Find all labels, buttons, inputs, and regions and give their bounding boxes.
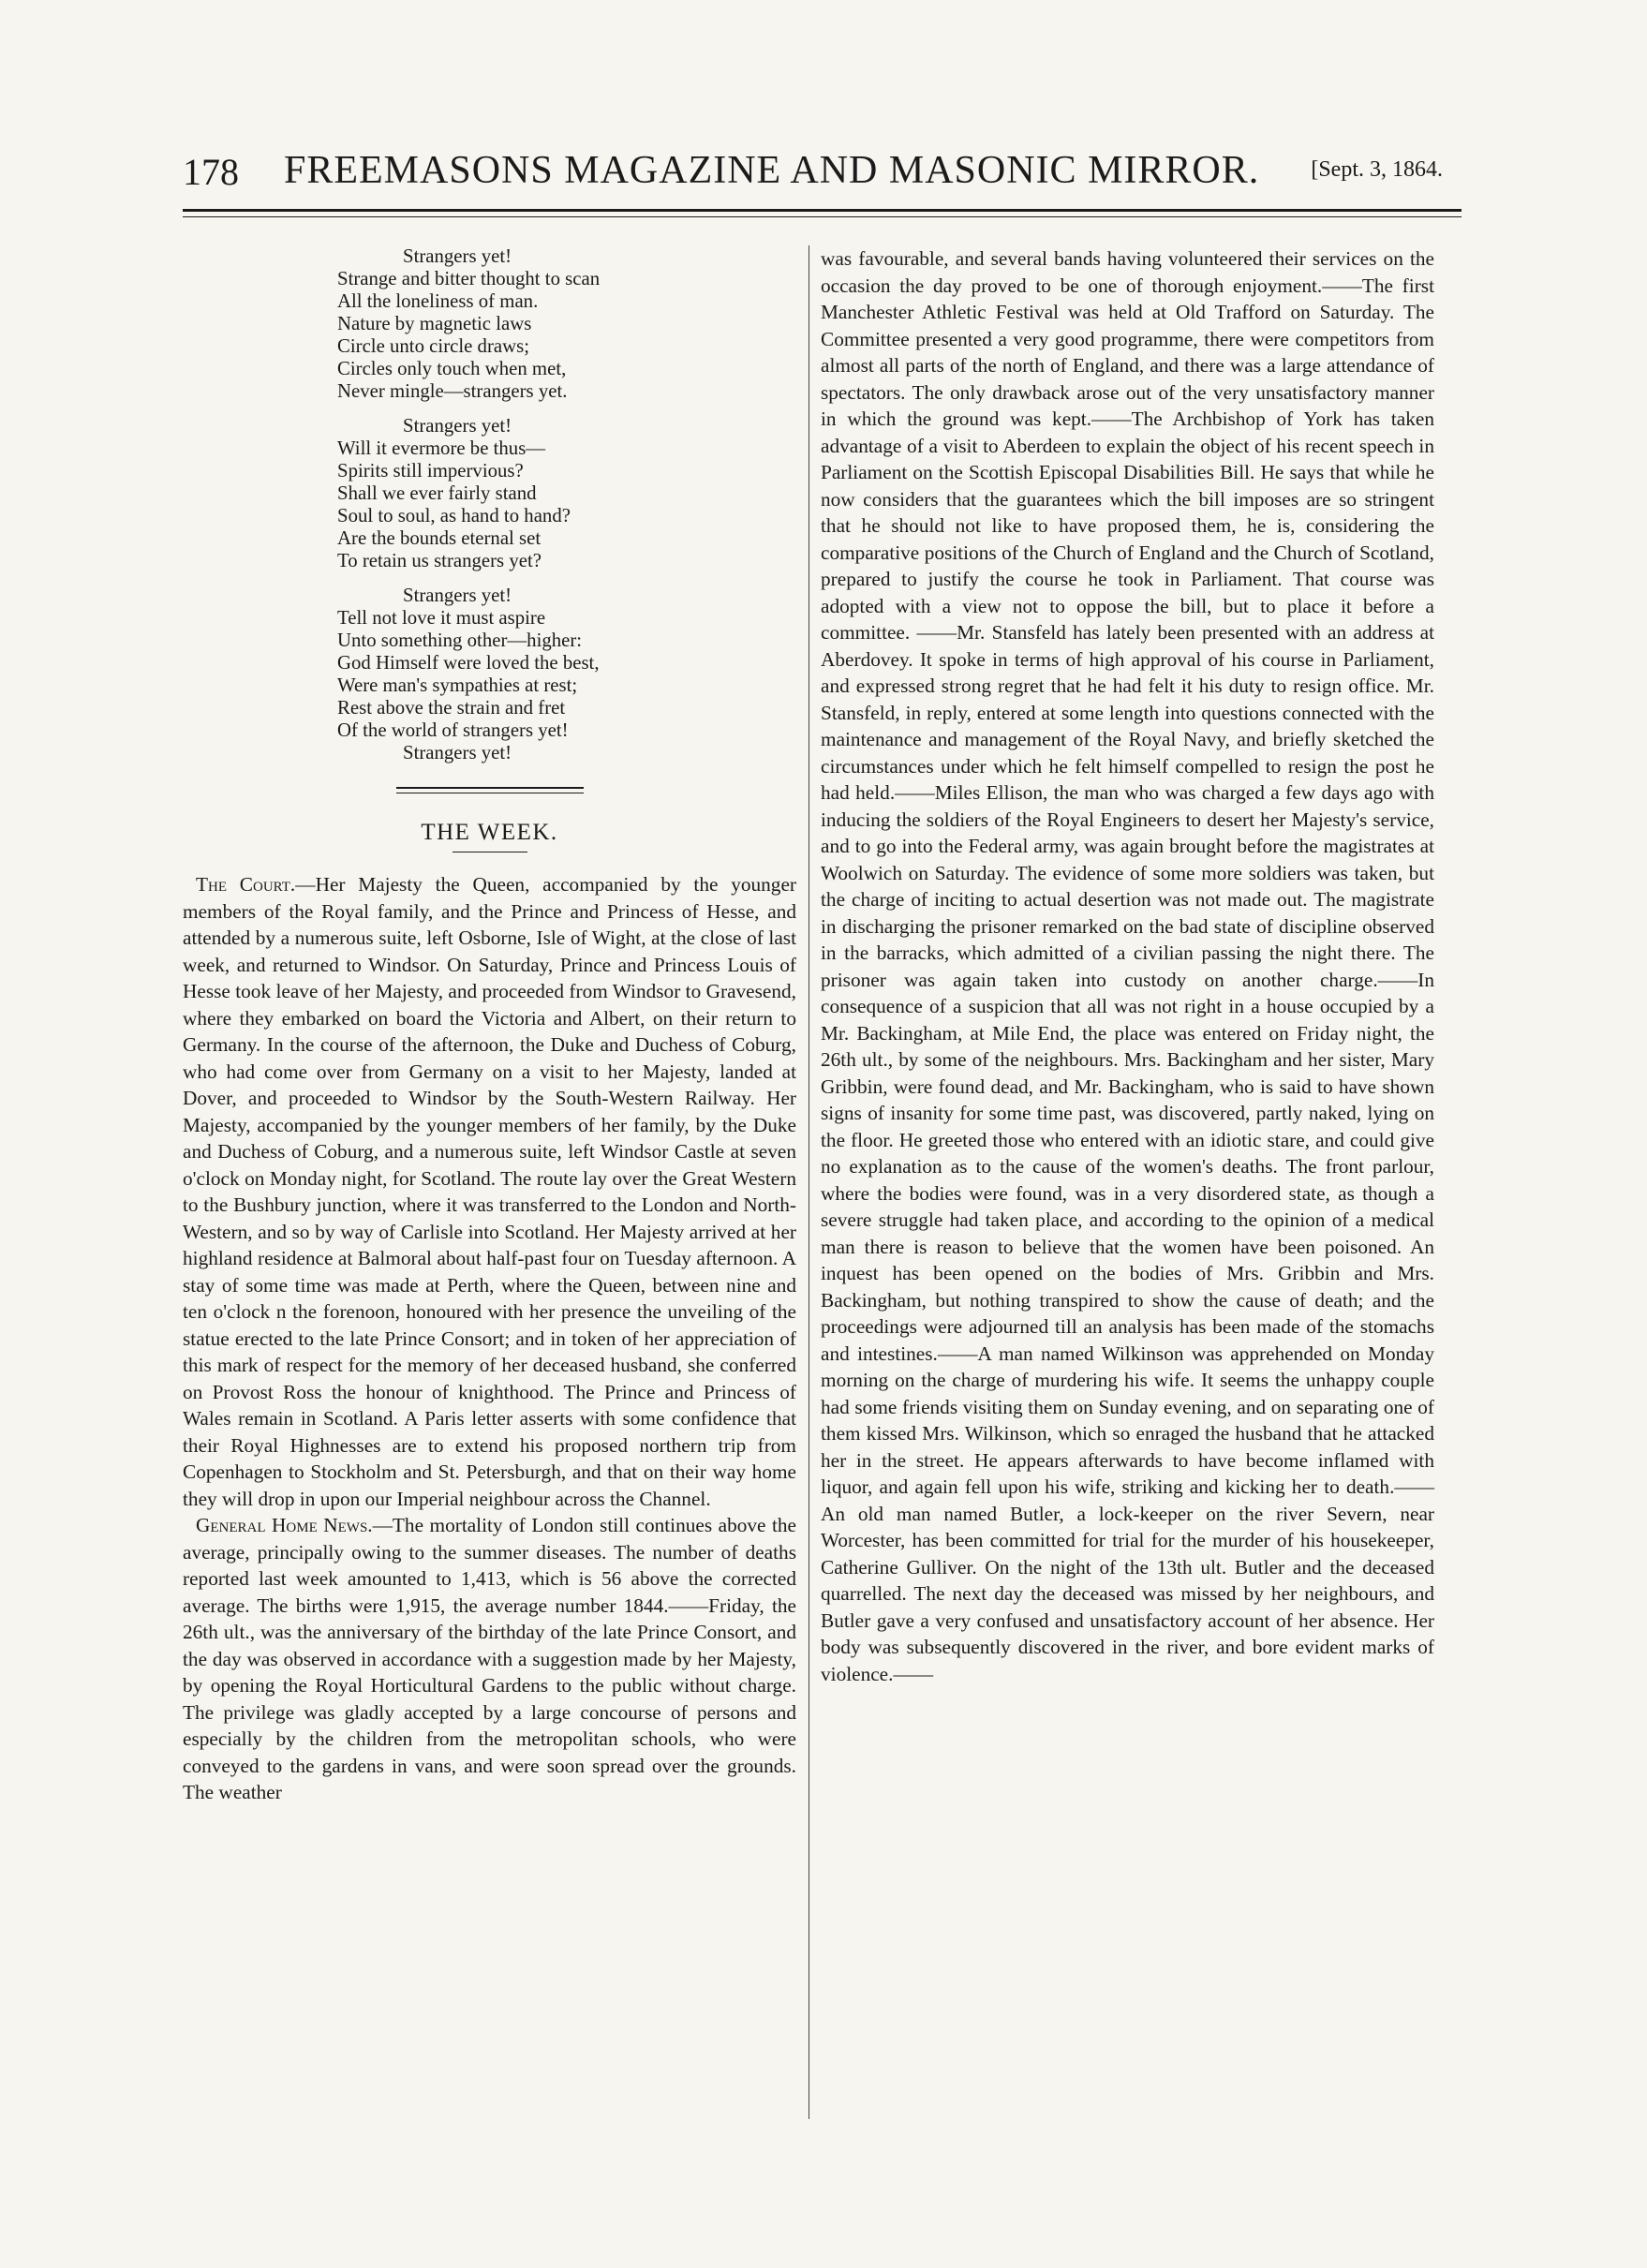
poem-line: Strangers yet! <box>403 415 512 437</box>
poem-line: God Himself were loved the best, <box>337 652 600 674</box>
poem-stanza <box>337 245 731 403</box>
poem-line: Nature by magnetic laws <box>337 313 532 334</box>
paragraph-lead: The Court. <box>196 873 296 896</box>
poem-line: Soul to soul, as hand to hand? <box>337 505 571 526</box>
section-heading: THE WEEK. <box>421 820 558 845</box>
poem-line: Strangers yet! <box>403 245 512 267</box>
poem-line: Circle unto circle draws; <box>337 335 530 357</box>
poem-line: Of the world of strangers yet! <box>337 719 569 741</box>
left-column <box>183 245 796 1806</box>
poem-stanza <box>337 585 731 764</box>
poem-line: Strangers yet! <box>403 742 512 763</box>
page-number: 178 <box>183 151 239 193</box>
poem-line: All the loneliness of man. <box>337 290 539 312</box>
right-column <box>821 245 1434 1687</box>
poem-line: Tell not love it must aspire <box>337 607 546 629</box>
poem-line: Are the bounds eternal set <box>337 527 542 549</box>
court-paragraph <box>183 871 796 1512</box>
poem-line: Unto something other—higher: <box>337 630 583 651</box>
news-continuation: was favourable, and several bands having volunteered their services on the occasion the day proved to be one of thorough enjoyment.——The first Manchester Athletic Festival was held at Old Trafford on Saturday. The Committee presented a very good programme, there were competitors from almost all parts of the north of England, and there was a large attendance of spectators. The only drawback arose out of the very unsatisfactory manner in which the ground was kept.——The Archbishop of York has taken advantage of a visit to Aberdeen to explain the object of his recent speech in Parliament on the Scottish Episcopal Disabilities Bill. He says that while he now considers that the guarantees which the bill imposes are so stringent that he should not like to have proposed them, he is, considering the comparative positions of the Church of England and the Church of Scotland, prepared to justify the course he took in Parliament. That course was adopted with a view not to oppose the bill, but to place it before a committee. ——Mr. Stansfeld has lately been presented with an address at Aberdovey. It spoke in terms of high approval of his course in Parliament, and expressed strong regret that he had felt it his duty to resign office. Mr. Stansfeld, in reply, entered at some length into questions connected with the maintenance and management of the Royal Navy, and briefly sketched the circumstances under which he felt himself compelled to resign the post he had held.——Miles Ellison, the man who was charged a few days ago with inducing the soldiers of the Royal Engineers to desert her Majesty's service, and to go into the Federal army, was again brought before the magistrates at Woolwich on Saturday. The evidence of some more soldiers was taken, but the charge of inciting to actual desertion was not made out. The magistrate in discharging the prisoner remarked on the bad state of discipline observed in the barracks, which admitted of a civilian passing the night there. The prisoner was again taken into custody on another charge.——In consequence of a suspicion that all was not right in a house occupied by a Mr. Backingham, at Mile End, the place was entered on Friday night, the 26th ult., by some of the neighbours. Mrs. Backingham and her sister, Mary Gribbin, were found dead, and Mr. Backingham, who is said to have shown signs of insanity for some time past, was discovered, partly naked, lying on the floor. He greeted those who entered with an idiotic stare, and could give no explanation as to the cause of the women's deaths. The front parlour, where the bodies were found, was in a very disordered state, as though a severe struggle had taken place, and according to the opinion of a medical man there is reason to believe that the women have been poisoned. An inquest has been opened on the bodies of Mrs. Gribbin and Mrs. Backingham, but nothing transpired to show the cause of death; and the proceedings were adjourned till an analysis has been made of the stomachs and intestines.——A man named Wilkinson was apprehended on Monday morning on the charge of murdering his wife. It seems the unhappy couple had some friends visiting them on Sunday evening, and on separating one of them kissed Mrs. Wilkinson, which so enraged the husband that he attacked her in the street. He appears afterwards to have become inflamed with liquor, and again fell upon his wife, striking and kicking her to death.——An old man named Butler, a lock-keeper on the river Severn, near Worcester, has been committed for trial for the murder of his housekeeper, Catherine Gulliver. On the night of the 13th ult. Butler and the deceased quarrelled. The next day the deceased was missed by her neighbours, and Butler gave a very confused and unsatisfactory account of her absence. Her body was subsequently discovered in the river, and bore evident marks of violence.—— <box>821 247 1434 1685</box>
home-news-paragraph <box>183 1512 796 1806</box>
poem-line: Strange and bitter thought to scan <box>337 268 601 289</box>
poem-line: Circles only touch when met, <box>337 358 567 379</box>
paragraph-lead: General Home News. <box>196 1514 373 1536</box>
section-divider <box>396 787 584 793</box>
header-rule-thin <box>183 216 1462 217</box>
paragraph-text: —The mortality of London still continues above the average, principally owing to the summer diseases. The number of deaths reported last week amounted to 1,413, which is 56 above the corrected average. The births were 1,915, the average number 1844.——Friday, the 26th ult., was the anniversary of the birthday of the late Prince Consort, and the day was observed in accordance with a suggestion made by her Majesty, by opening the Royal Horticultural Gardens to the public without charge. The privilege was gladly accepted by a large concourse of persons and especially by the children from the metropolitan schools, who were conveyed to the gardens in vans, and were soon spread over the grounds. The weather <box>183 1514 796 1803</box>
masthead <box>183 148 1462 204</box>
header-rule <box>183 209 1462 212</box>
poem-line: Never mingle—strangers yet. <box>337 380 568 402</box>
paragraph-text: —Her Majesty the Queen, accompanied by the younger members of the Royal family, and the Prince and Princess of Hesse, and attended by a numerous suite, left Osborne, Isle of Wight, at the close of last week, and returned to Windsor. On Saturday, Prince and Princess Louis of Hesse took leave of her Majesty, and proceeded from Windsor to Gravesend, where they embarked on board the Victoria and Albert, on their return to Germany. In the course of the afternoon, the Duke and Duchess of Coburg, who had come over from Germany on a visit to her Majesty, landed at Dover, and proceeded to Windsor by the South-Western Railway. Her Majesty, accompanied by the younger members of her family, by the Duke and Duchess of Coburg, and a numerous suite, left Windsor Castle at seven o'clock on Monday night, for Scotland. The route lay over the Great Western to the Bushbury junction, where it was transferred to the London and North-Western, and so by way of Carlisle into Scotland. Her Majesty arrived at her highland residence at Balmoral about half-past four on Tuesday afternoon. A stay of some time was made at Perth, where the Queen, between nine and ten o'clock n the forenoon, honoured with her presence the unveiling of the statue erected to the late Prince Consort; and in token of her appreciation of this mark of respect for the memory of her deceased husband, she conferred on Provost Ross the honour of knighthood. The Prince and Princess of Wales remain in Scotland. A Paris letter asserts with some confidence that their Royal Highnesses are to extend his proposed northern trip from Copenhagen to Stockholm and St. Petersburgh, and that on their way home they will drop in upon our Imperial neighbour across the Channel. <box>183 873 797 1510</box>
issue-date: [Sept. 3, 1864. <box>1311 157 1443 182</box>
poem-stanza <box>337 415 731 572</box>
poem-line: Will it evermore be thus— <box>337 437 546 459</box>
poem-line: To retain us strangers yet? <box>337 550 542 571</box>
poem-line: Rest above the strain and fret <box>337 697 566 719</box>
poem <box>337 245 731 764</box>
magazine-title: FREEMASONS MAGAZINE AND MASONIC MIRROR. <box>284 149 1260 192</box>
poem-line: Strangers yet! <box>403 585 512 606</box>
poem-line: Spirits still impervious? <box>337 460 524 482</box>
poem-line: Shall we ever fairly stand <box>337 482 537 504</box>
poem-line: Were man's sympathies at rest; <box>337 674 578 696</box>
